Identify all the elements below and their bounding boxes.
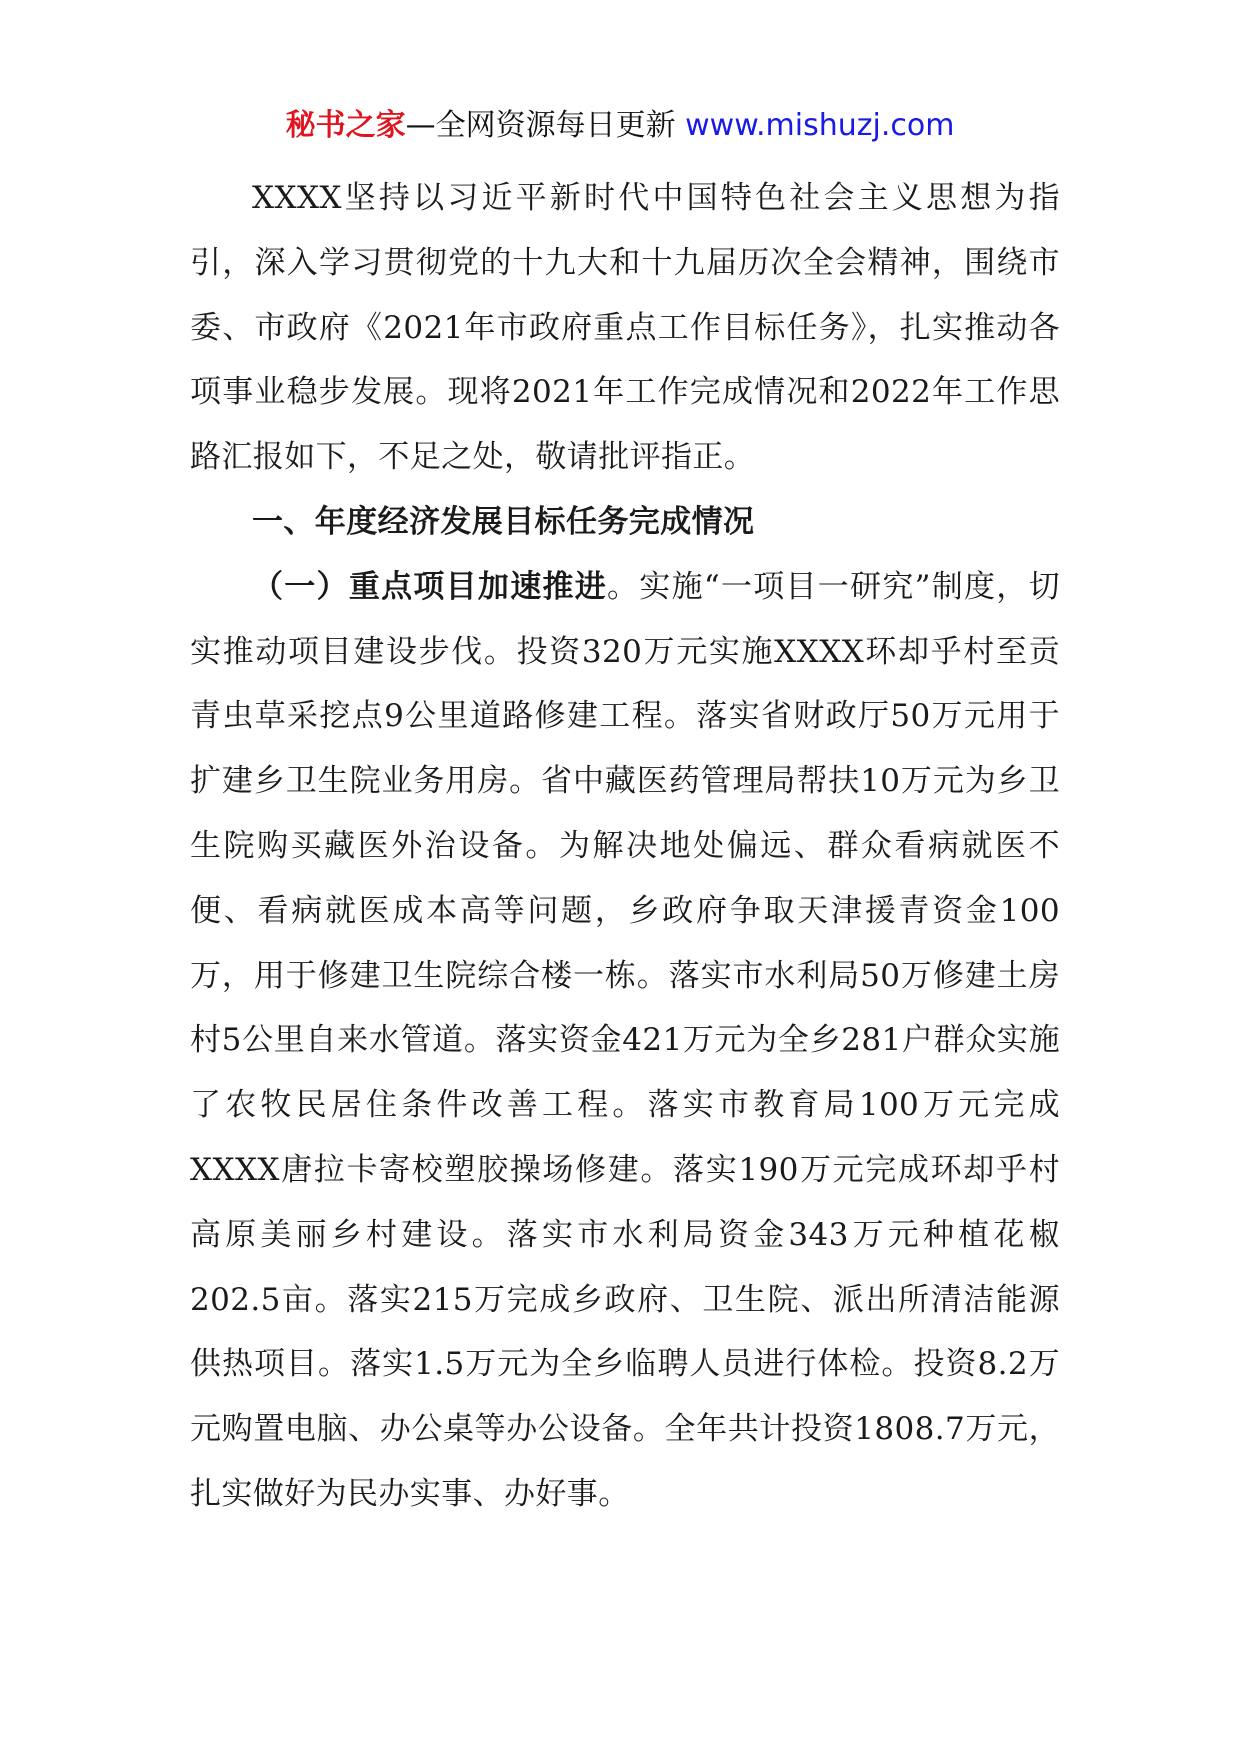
- subsection-paragraph: [190, 555, 1060, 1527]
- subsection-lead: （一）重点项目加速推进: [252, 568, 608, 605]
- intro-paragraph: XXXX坚持以习近平新时代中国特色社会主义思想为指引，深入学习贯彻党的十九大和十九届历次全会精神，围绕市委、市政府《2021年市政府重点工作目标任务》，扎实推动各项事业稳步发展。现将2021年工作完成情况和2022年工作思路汇报如下，不足之处，敬请批评指正。: [190, 180, 1060, 476]
- header-brand: 秘书之家: [285, 108, 406, 143]
- page-header: [0, 104, 1240, 148]
- header-tagline: —全网资源每日更新: [405, 108, 686, 143]
- subsection-body: 。实施“一项目一研究”制度，切实推动项目建设步伐。投资320万元实施XXXX环却乎村至贡青虫草采挖点9公里道路修建工程。落实省财政厅50万元用于扩建乡卫生院业务用房。省中藏医药管理局帮扶10万元为乡卫生院购买藏医外治设备。为解决地处偏远、群众看病就医不便、看病就医成本高等问题，乡政府争取天津援青资金100万，用于修建卫生院综合楼一栋。落实市水利局50万修建土房村5公里自来水管道。落实资金421万元为全乡281户群众实施了农牧民居住条件改善工程。落实市教育局100万元完成XXXX唐拉卡寄校塑胶操场修建。落实190万元完成环却乎村高原美丽乡村建设。落实市水利局资金343万元种植花椒202.5亩。落实215万完成乡政府、卫生院、派出所清洁能源供热项目。落实1.5万元为全乡临聘人员进行体检。投资8.2万元购置电脑、办公桌等办公设备。全年共计投资1808.7万元，扎实做好为民办实事、办好事。: [190, 568, 1060, 1512]
- section-heading: 一、年度经济发展目标任务完成情况: [252, 503, 755, 540]
- header-url-link[interactable]: www.mishuzj.com: [685, 108, 955, 143]
- document-body: [190, 166, 1060, 1527]
